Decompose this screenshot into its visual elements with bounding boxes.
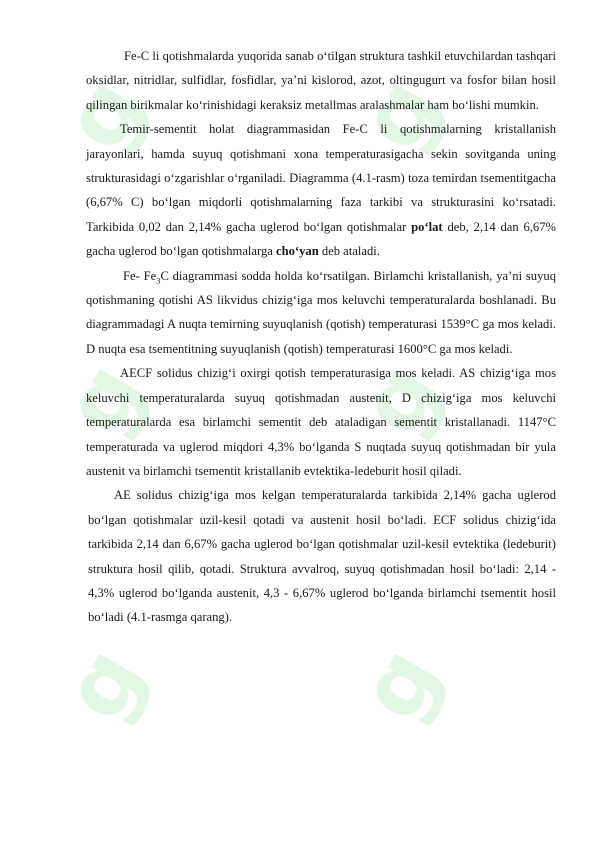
watermark-logo-icon: g — [338, 345, 460, 452]
document-body — [86, 44, 556, 630]
paragraph-text: Fe- Fe — [123, 268, 157, 283]
watermark-logo-icon: g — [42, 345, 164, 452]
paragraph-impurities: Fe-C li qotishmalarda yuqorida sanab o‘tilgan struktura tashkil etuvchilardan tashqari oksidlar, nitridlar, sulfidlar, fosfidlar, ya’ni kislorod, azot, oltingugurt va fosfor bilan hosil qilingan birikmalar ko‘rinishidagi keraksiz metallmas aralashmalar ham bo‘lishi mumkin. — [86, 49, 556, 112]
paragraph-solidus: AECF solidus chizig‘i oxirgi qotish temperaturasiga mos keladi. AS chizig‘iga mos keluvchi temperaturalarda suyuq qotishmadan austenit, D chizig‘iga mos keluvchi temperaturalarda esa birlamchi sementit deb ataladigan sementit kristallanadi. 1147°C temperaturada va uglerod miqdori 4,3% bo‘lganda S nuqtada suyuq qotishmadan bir yula austenit va birlamchi tsementit kristallanib evtektika-ledeburit hosil qiladi. — [86, 366, 556, 478]
watermark-logo-icon: g — [338, 630, 460, 737]
paragraph-primary-crystallization — [86, 264, 556, 362]
term-steel: po‘lat — [411, 219, 443, 234]
watermark-logo-icon: g — [42, 630, 164, 737]
paragraph-diagram-intro — [86, 117, 556, 263]
paragraph-text: deb ataladi. — [318, 244, 380, 259]
watermark-logo-icon: g — [42, 60, 164, 167]
paragraph-text: C diagrammasi sodda holda ko‘rsatilgan. Birlamchi kristallanish, ya’ni suyuq qotishmaning qotishi AS likvidus chizig‘iga mos keluvchi temperaturalarda boshlanadi. Bu diagrammadagi A nuqta temirning suyuqlanish (qotish) temperaturasi 1539°C ga mos keladi. D nuqta esa tsementitning suyuqlanish (qotish) temperaturasi 1600°C ga mos keladi. — [86, 268, 556, 356]
watermark-logo-icon: g — [338, 60, 460, 167]
paragraph-ae-solidus: AE solidus chizig‘iga mos kelgan temperaturalarda tarkibida 2,14% gacha uglerod bo‘lgan qotishmalar uzil-kesil qotadi va austenit hosil bo‘ladi. ECF solidus chizig‘ida tarkibida 2,14 dan 6,67% gacha uglerod bo‘lgan qotishmalar uzil-kesil evtektika (ledeburit) struktura hosil qilib, qotadi. Struktura avvalroq, suyuq qotishmadan hosil bo‘ladi: 2,14 - 4,3% uglerod bo‘lganda austenit, 4,3 - 6,67% uglerod bo‘lganda birlamchi tsementit hosil bo‘ladi (4.1-rasmga qarang). — [88, 488, 556, 625]
paragraph-text: Temir-sementit holat diagrammasidan Fe-C li qotishmalarning kristallanish jarayonlari, hamda suyuq qotishmani xona temperaturasigacha sekin sovitganda uning strukturasidagi o‘zgarishlar o‘rganiladi. Diagramma (4.1-rasm) toza temirdan tsementitgacha (6,67% C) bo‘lgan miqdorli qotishmalarning faza tarkibi va strukturasini ko‘rsatadi. Tarkibida 0,02 dan 2,14% gacha uglerod bo‘lgan qotishmalar — [86, 122, 556, 234]
term-cast-iron: cho‘yan — [276, 244, 319, 259]
subscript: 3 — [156, 275, 161, 286]
paragraph-text: deb, 2,14 dan 6,67% gacha uglerod bo‘lgan qotishmalarga — [86, 219, 556, 259]
